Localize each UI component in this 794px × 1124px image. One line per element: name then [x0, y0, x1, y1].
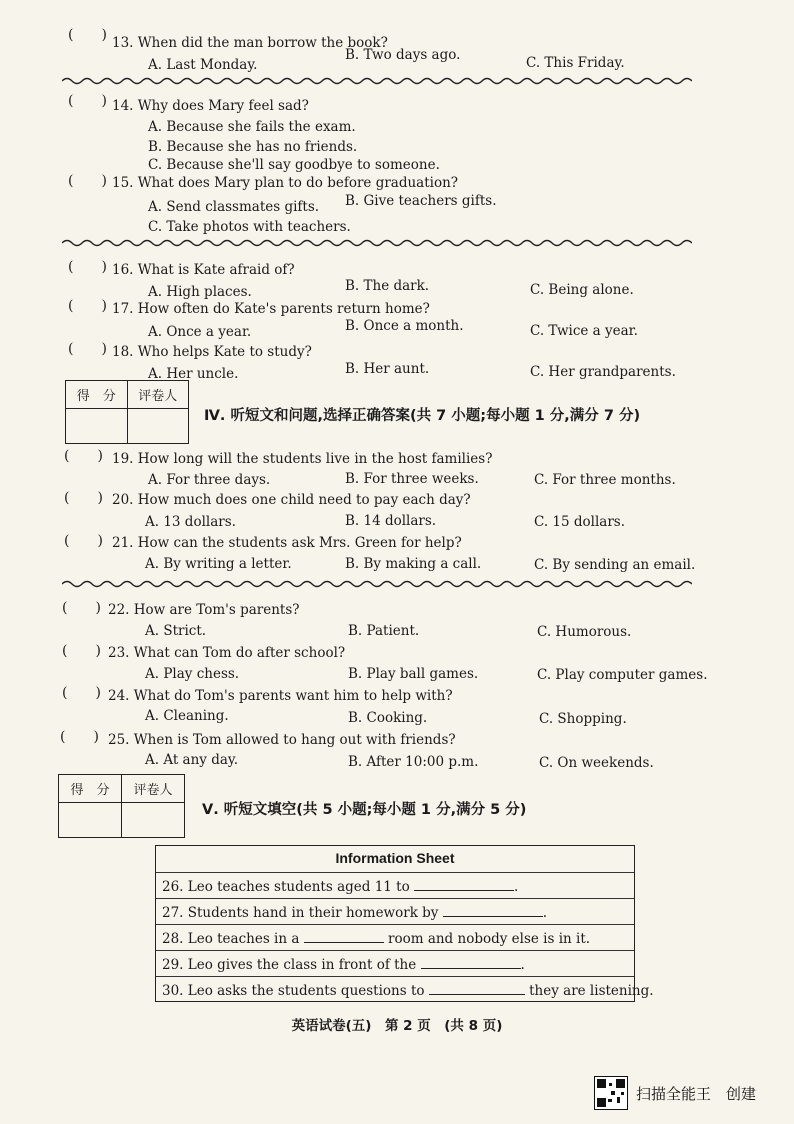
- grader-label: 评卷人: [122, 775, 185, 803]
- score-label: 得 分: [66, 381, 128, 409]
- info-item-30: 30. Leo asks the students questions to they are listening.: [162, 980, 654, 999]
- q20-option-c[interactable]: C. 15 dollars.: [534, 514, 626, 530]
- q22-option-a[interactable]: A. Strict.: [145, 623, 207, 639]
- q15-option-b[interactable]: B. Give teachers gifts.: [345, 193, 497, 209]
- q16-option-c[interactable]: C. Being alone.: [530, 282, 634, 298]
- q25-option-c[interactable]: C. On weekends.: [539, 755, 654, 771]
- q16-option-b[interactable]: B. The dark.: [345, 278, 430, 294]
- q22-option-c[interactable]: C. Humorous.: [537, 624, 632, 640]
- q21-option-c[interactable]: C. By sending an email.: [534, 557, 696, 573]
- section-4-heading: Ⅳ. 听短文和问题,选择正确答案(共 7 小题;每小题 1 分,满分 7 分): [204, 408, 641, 424]
- score-cell[interactable]: [59, 803, 122, 838]
- info-item-28: 28. Leo teaches in a room and nobody else is in it.: [162, 928, 590, 947]
- info-sheet-title: Information Sheet: [335, 850, 455, 866]
- question-20: 20. How much does one child need to pay each day?: [112, 492, 471, 508]
- information-sheet: [155, 845, 654, 1002]
- question-13: 13. When did the man borrow the book?: [112, 35, 388, 51]
- q19-option-b[interactable]: B. For three weeks.: [345, 471, 479, 487]
- scanner-credit: 扫描全能王 创建: [636, 1084, 757, 1103]
- info-item-27: 27. Students hand in their homework by .: [162, 902, 547, 921]
- q14-option-c[interactable]: C. Because she'll say goodbye to someone.: [148, 157, 440, 173]
- answer-paren[interactable]: ( ): [64, 490, 103, 506]
- divider: [156, 924, 634, 925]
- q25-option-b[interactable]: B. After 10:00 p.m.: [348, 754, 479, 770]
- divider: [156, 950, 634, 951]
- info-item-29: 29. Leo gives the class in front of the .: [162, 954, 525, 973]
- wavy-divider: [62, 579, 692, 589]
- grader-cell[interactable]: [127, 409, 189, 444]
- q19-option-c[interactable]: C. For three months.: [534, 472, 676, 488]
- q18-option-b[interactable]: B. Her aunt.: [345, 361, 430, 377]
- divider: [156, 898, 634, 899]
- wavy-divider: [62, 76, 692, 86]
- q16-option-a[interactable]: A. High places.: [148, 284, 252, 300]
- answer-paren[interactable]: ( ): [68, 93, 107, 109]
- answer-paren[interactable]: ( ): [64, 448, 103, 464]
- answer-paren[interactable]: ( ): [62, 643, 101, 659]
- grader-label: 评卷人: [127, 381, 189, 409]
- q17-option-b[interactable]: B. Once a month.: [345, 318, 464, 334]
- question-25: 25. When is Tom allowed to hang out with friends?: [108, 732, 456, 748]
- q14-option-a[interactable]: A. Because she fails the exam.: [148, 119, 356, 135]
- question-16: 16. What is Kate afraid of?: [112, 262, 295, 278]
- q15-option-c[interactable]: C. Take photos with teachers.: [148, 219, 351, 235]
- divider: [156, 976, 634, 977]
- q21-option-b[interactable]: B. By making a call.: [345, 556, 482, 572]
- page-footer: 英语试卷(五) 第 2 页 (共 8 页): [291, 1018, 503, 1034]
- score-cell[interactable]: [66, 409, 128, 444]
- score-box: [58, 774, 185, 838]
- question-24: 24. What do Tom's parents want him to help with?: [108, 688, 453, 704]
- question-21: 21. How can the students ask Mrs. Green for help?: [112, 535, 462, 551]
- answer-paren[interactable]: ( ): [60, 729, 99, 745]
- answer-paren[interactable]: ( ): [68, 259, 107, 275]
- q17-option-c[interactable]: C. Twice a year.: [530, 323, 638, 339]
- scanner-watermark: [594, 1077, 756, 1109]
- q14-option-b[interactable]: B. Because she has no friends.: [148, 139, 358, 155]
- q23-option-c[interactable]: C. Play computer games.: [537, 667, 708, 683]
- q13-option-b[interactable]: B. Two days ago.: [345, 47, 461, 63]
- question-19: 19. How long will the students live in the host families?: [112, 451, 493, 467]
- score-label: 得 分: [59, 775, 122, 803]
- blank-26[interactable]: [414, 876, 514, 891]
- answer-paren[interactable]: ( ): [68, 173, 107, 189]
- blank-28[interactable]: [304, 928, 384, 943]
- question-22: 22. How are Tom's parents?: [108, 602, 300, 618]
- question-15: 15. What does Mary plan to do before graduation?: [112, 175, 459, 191]
- q18-option-a[interactable]: A. Her uncle.: [148, 366, 239, 382]
- question-14: 14. Why does Mary feel sad?: [112, 98, 309, 114]
- q24-option-a[interactable]: A. Cleaning.: [145, 708, 229, 724]
- q13-option-a[interactable]: A. Last Monday.: [148, 57, 258, 73]
- q23-option-b[interactable]: B. Play ball games.: [348, 666, 479, 682]
- answer-paren[interactable]: ( ): [68, 341, 107, 357]
- q20-option-b[interactable]: B. 14 dollars.: [345, 513, 437, 529]
- q25-option-a[interactable]: A. At any day.: [145, 752, 239, 768]
- q22-option-b[interactable]: B. Patient.: [348, 623, 420, 639]
- grader-cell[interactable]: [122, 803, 185, 838]
- blank-30[interactable]: [429, 980, 525, 995]
- section-5-heading: Ⅴ. 听短文填空(共 5 小题;每小题 1 分,满分 5 分): [202, 802, 527, 818]
- question-23: 23. What can Tom do after school?: [108, 645, 346, 661]
- q21-option-a[interactable]: A. By writing a letter.: [145, 556, 292, 572]
- answer-paren[interactable]: ( ): [62, 685, 101, 701]
- q17-option-a[interactable]: A. Once a year.: [148, 324, 252, 340]
- q23-option-a[interactable]: A. Play chess.: [145, 666, 240, 682]
- qr-code-icon: [594, 1076, 628, 1110]
- info-item-26: 26. Leo teaches students aged 11 to .: [162, 876, 518, 895]
- question-18: 18. Who helps Kate to study?: [112, 344, 312, 360]
- q20-option-a[interactable]: A. 13 dollars.: [145, 514, 236, 530]
- blank-29[interactable]: [421, 954, 521, 969]
- wavy-divider: [62, 238, 692, 248]
- divider: [156, 872, 634, 873]
- score-box: [65, 380, 189, 444]
- q15-option-a[interactable]: A. Send classmates gifts.: [148, 199, 320, 215]
- question-17: 17. How often do Kate's parents return home?: [112, 301, 430, 317]
- q18-option-c[interactable]: C. Her grandparents.: [530, 364, 676, 380]
- answer-paren[interactable]: ( ): [64, 533, 103, 549]
- blank-27[interactable]: [443, 902, 543, 917]
- q19-option-a[interactable]: A. For three days.: [148, 472, 271, 488]
- q24-option-c[interactable]: C. Shopping.: [539, 711, 627, 727]
- q13-option-c[interactable]: C. This Friday.: [526, 55, 625, 71]
- answer-paren[interactable]: ( ): [68, 298, 107, 314]
- q24-option-b[interactable]: B. Cooking.: [348, 710, 428, 726]
- answer-paren[interactable]: ( ): [68, 27, 107, 43]
- answer-paren[interactable]: ( ): [62, 600, 101, 616]
